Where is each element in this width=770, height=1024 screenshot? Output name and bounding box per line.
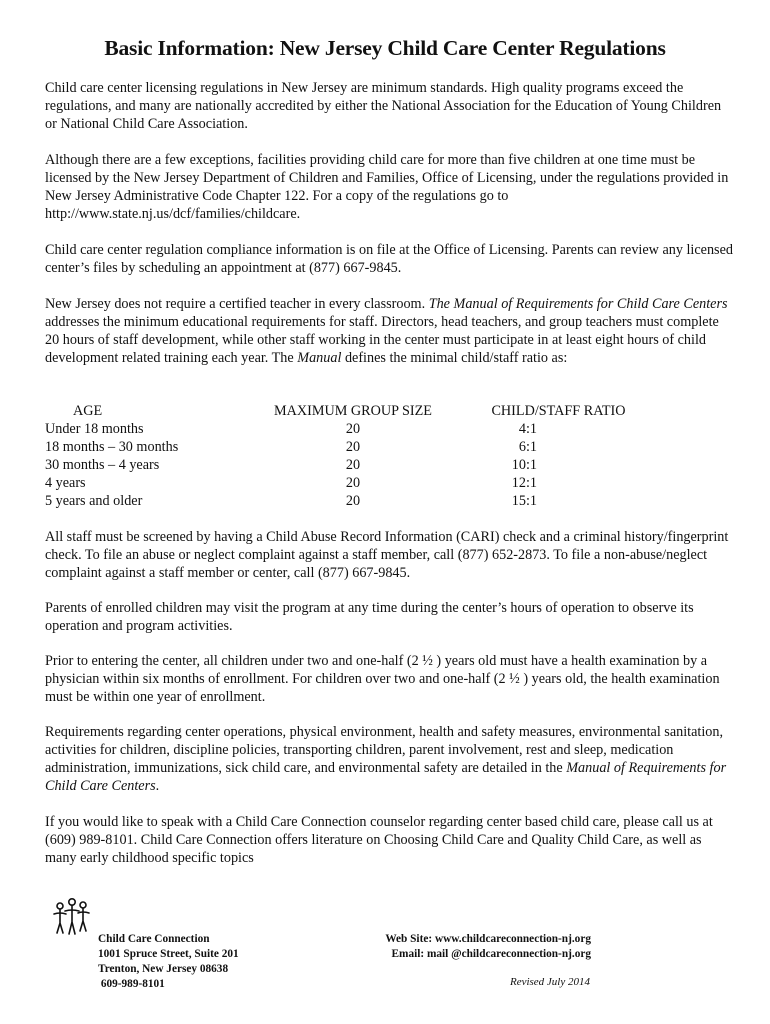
para8-end: .	[155, 778, 160, 794]
footer-address-block	[98, 932, 239, 992]
cell-age: 4 years	[45, 475, 86, 491]
cell-age: Under 18 months	[45, 421, 144, 437]
para8-text: Requirements regarding center operations, physical environment, health and safety measures, environmental sanitation, activities for children, discipline policies, transporting children, parent involvement, rest and sleep, medication administration, immunizations, sick child care, and environmental safety are detailed in the	[45, 724, 724, 776]
cell-group-size: 20	[345, 475, 361, 491]
child-staff-ratio-table	[45, 402, 645, 510]
paragraph-staff-screening: All staff must be screened by having a Child Abuse Record Information (CARI) check and a criminal history/fingerprint check. To file an abuse or neglect complaint against a staff member, call (877) 652-2873. To file a non-abuse/neglect complaint against a staff member or center, call (877) 667-9845.	[45, 529, 729, 581]
para4-end: defines the minimal child/staff ratio as:	[341, 350, 568, 366]
manual-word-italic: Manual	[297, 350, 342, 366]
header-age: AGE	[73, 403, 103, 419]
header-max-group-size: MAXIMUM GROUP SIZE	[274, 403, 432, 419]
manual-title-italic: The Manual of Requirements for Child Care Centers	[428, 296, 728, 312]
city-state-zip: Trenton, New Jersey 08638	[98, 963, 229, 975]
page-title: Basic Information: New Jersey Child Care Center Regulations	[104, 36, 666, 60]
org-name: Child Care Connection	[98, 933, 210, 945]
website-link[interactable]: Web Site: www.childcareconnection-nj.org	[385, 933, 591, 945]
cell-ratio: 15:1	[511, 493, 537, 509]
table-row	[45, 438, 645, 456]
family-figures-icon	[50, 897, 94, 937]
table-row	[45, 474, 645, 492]
revised-date: Revised July 2014	[509, 976, 590, 988]
para4-middle: addresses the minimum educational requirements for staff. Directors, head teachers, and group teachers must complete 20 hours of staff development, while other staff working in the center must participate in at least eight hours of child development related training each year. The	[45, 314, 719, 366]
cell-group-size: 20	[345, 439, 361, 455]
cell-age: 18 months – 30 months	[45, 439, 179, 455]
paragraph-parent-visits: Parents of enrolled children may visit the program at any time during the center’s hours of operation to observe its operation and program activities.	[45, 600, 694, 634]
table-header-row	[45, 402, 645, 420]
para4-intro: New Jersey does not require a certified teacher in every classroom.	[45, 296, 429, 312]
cell-group-size: 20	[345, 421, 361, 437]
footer-contact-block	[355, 932, 591, 962]
header-child-staff-ratio: CHILD/STAFF RATIO	[491, 403, 626, 419]
email-link[interactable]: Email: mail @childcareconnection-nj.org	[391, 948, 591, 960]
cell-ratio: 10:1	[511, 457, 537, 473]
manual-title-italic: Manual of Requirements for Child Care Centers	[45, 760, 727, 794]
cell-group-size: 20	[345, 493, 361, 509]
table-row	[45, 492, 645, 510]
table-row	[45, 420, 645, 438]
cell-age: 5 years and older	[45, 493, 143, 509]
paragraph-health-exam: Prior to entering the center, all children under two and one-half (2 ½ ) years old must have a health examination by a physician within six months of enrollment. For children over two and one-half (2 ½ ) years old, the health examination must be within one year of enrollment.	[45, 653, 720, 705]
table-row	[45, 456, 645, 474]
cell-group-size: 20	[345, 457, 361, 473]
cell-ratio: 4:1	[518, 421, 537, 437]
paragraph-contact-counselor: If you would like to speak with a Child Care Connection counselor regarding center based child care, please call us at (609) 989-8101. Child Care Connection offers literature on Choosing Child Care and Quality Child Care, as well as many early childhood specific topics	[45, 814, 713, 866]
paragraph-compliance-info: Child care center regulation compliance information is on file at the Office of Licensing. Parents can review any licensed center’s files by scheduling an appointment at (877) 667-9845.	[45, 242, 733, 276]
paragraph-staff-education	[45, 295, 735, 367]
cell-ratio: 12:1	[511, 475, 537, 491]
paragraph-licensing-standards: Child care center licensing regulations in New Jersey are minimum standards. High quality programs exceed the regulations, and many are nationally accredited by either the National Association for the Education of Young Children or National Child Care Association.	[45, 80, 722, 132]
paragraph-center-requirements	[45, 723, 735, 795]
cell-age: 30 months – 4 years	[45, 457, 160, 473]
street-address: 1001 Spruce Street, Suite 201	[98, 948, 239, 960]
phone-number: 609-989-8101	[98, 978, 165, 990]
cell-ratio: 6:1	[518, 439, 537, 455]
paragraph-licensing-requirement: Although there are a few exceptions, facilities providing child care for more than five children at one time must be licensed by the New Jersey Department of Children and Families, Office of Licensing, under the regulations provided in New Jersey Administrative Code Chapter 122. For a copy of the regulations go to http://www.state.nj.us/dcf/families/childcare.	[45, 152, 729, 222]
